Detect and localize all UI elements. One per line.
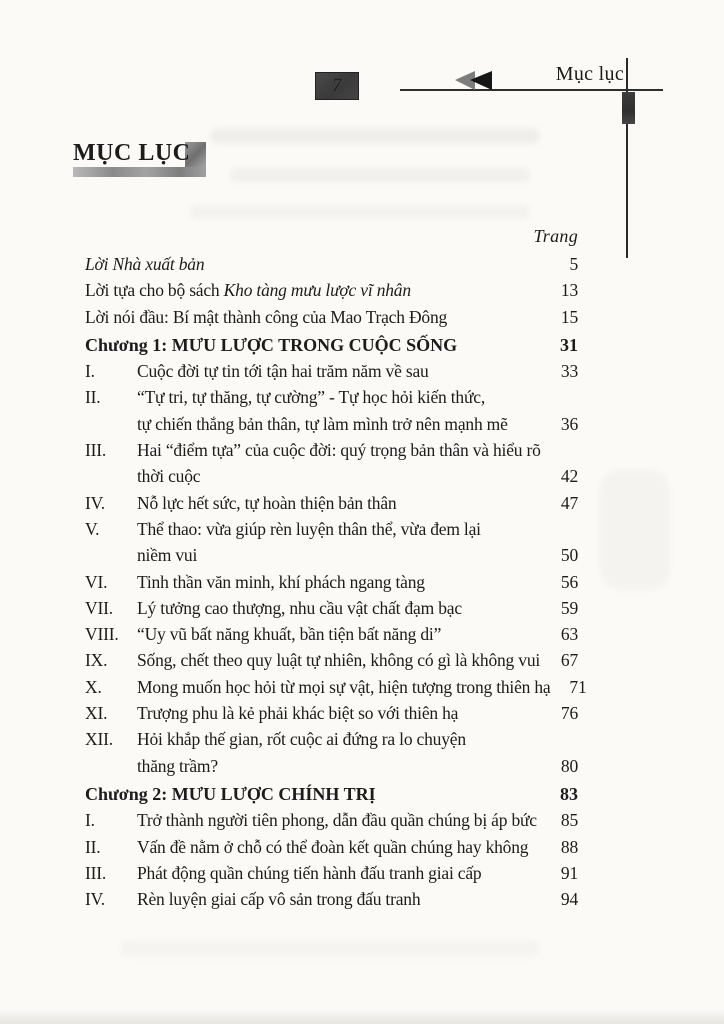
entry-title: Trượng phu là kẻ phải khác biệt so với thiên hạ — [137, 703, 459, 724]
toc-row — [85, 251, 578, 277]
toc-row — [85, 860, 578, 886]
entry-title: Trở thành người tiên phong, dẫn đầu quần chúng bị áp bức — [137, 810, 537, 831]
entry-page-number: 67 — [560, 650, 578, 671]
entry-title: Mong muốn học hỏi từ mọi sự vật, hiện tượng trong thiên hạ — [137, 676, 551, 697]
entry-title: Lời tựa cho bộ sách Kho tàng mưu lược vĩ nhân — [85, 280, 411, 301]
scan-artifact — [600, 470, 670, 590]
toc-row — [85, 437, 578, 463]
entry-page-number: 94 — [560, 889, 578, 910]
double-left-arrow-icon — [455, 71, 501, 91]
toc-row — [85, 304, 578, 330]
entry-page-number: 47 — [560, 492, 578, 513]
toc-row — [85, 358, 578, 384]
toc-row — [85, 384, 578, 410]
item-numeral: VI. — [85, 571, 108, 592]
entry-title: Vấn đề nằm ở chỗ có thể đoàn kết quần chúng hay không — [137, 836, 529, 857]
item-numeral: IV. — [85, 889, 105, 910]
toc-row — [85, 516, 578, 542]
entry-page-number: 59 — [560, 597, 578, 618]
toc-row — [85, 277, 578, 303]
entry-title: Chương 2: MƯU LƯỢC CHÍNH TRỊ — [85, 783, 376, 804]
entry-page-number: 15 — [560, 306, 578, 327]
item-numeral: III. — [85, 862, 107, 883]
entry-page-number: 56 — [560, 571, 578, 592]
entry-title: thời cuộc — [137, 466, 201, 487]
toc-row — [85, 463, 578, 489]
toc-row — [85, 647, 578, 673]
page-title: MỤC LỤC — [73, 140, 191, 166]
item-numeral: I. — [85, 361, 95, 382]
toc-row — [85, 332, 578, 358]
toc-row — [85, 834, 578, 860]
entry-title: Rèn luyện giai cấp vô sản trong đấu tranh — [137, 889, 421, 910]
item-numeral: VII. — [85, 597, 113, 618]
entry-title: Lý tưởng cao thượng, nhu cầu vật chất đạm bạc — [137, 597, 462, 618]
entry-title: Hai “điểm tựa” của cuộc đời: quý trọng bản thân và hiểu rõ — [137, 440, 541, 461]
item-numeral: II. — [85, 836, 101, 857]
toc-row — [85, 807, 578, 833]
toc-row — [85, 542, 578, 568]
header-rule — [400, 89, 663, 91]
toc-row — [85, 886, 578, 912]
entry-page-number: 42 — [560, 466, 578, 487]
entry-title: Lời Nhà xuất bản — [85, 254, 205, 274]
toc-row — [85, 726, 578, 752]
item-numeral: V. — [85, 518, 100, 539]
item-numeral: I. — [85, 810, 95, 831]
item-numeral: III. — [85, 440, 107, 461]
entry-page-number: 33 — [560, 361, 578, 382]
item-numeral: XI. — [85, 703, 108, 724]
entry-title: Chương 1: MƯU LƯỢC TRONG CUỘC SỐNG — [85, 334, 458, 355]
entry-title: thăng trầm? — [137, 755, 218, 776]
item-numeral: XII. — [85, 729, 113, 750]
toc-row — [85, 621, 578, 647]
item-numeral: VIII. — [85, 624, 119, 645]
entry-page-number: 88 — [560, 836, 578, 857]
header-rule-block — [622, 92, 635, 124]
entry-page-number: 36 — [560, 413, 578, 434]
toc-row — [85, 753, 578, 779]
entry-title: “Tự tri, tự thăng, tự cường” - Tự học hỏi kiến thức, — [137, 387, 485, 408]
entry-page-number: 63 — [560, 624, 578, 645]
entry-title: niềm vui — [137, 545, 198, 566]
page-bottom-shade — [0, 1008, 724, 1024]
entry-title: Nỗ lực hết sức, tự hoàn thiện bản thân — [137, 492, 397, 513]
item-numeral: IV. — [85, 492, 105, 513]
entry-title: Sống, chết theo quy luật tự nhiên, không có gì là không vui — [137, 650, 541, 671]
entry-page-number: 50 — [560, 545, 578, 566]
entry-title: Tinh thần văn minh, khí phách ngang tàng — [137, 571, 425, 592]
toc-row — [85, 411, 578, 437]
page-title-block — [73, 136, 293, 186]
entry-page-number: 85 — [560, 810, 578, 831]
toc-row — [85, 569, 578, 595]
toc-row — [85, 700, 578, 726]
page-column-header: Trang — [533, 226, 578, 246]
page-number-box — [315, 72, 359, 100]
entry-page-number: 83 — [560, 783, 578, 804]
entry-page-number: 91 — [560, 862, 578, 883]
item-numeral: II. — [85, 387, 101, 408]
entry-page-number: 5 — [569, 254, 578, 274]
toc-row — [85, 490, 578, 516]
entry-page-number: 71 — [569, 676, 587, 697]
toc-row — [85, 674, 587, 700]
scan-artifact — [120, 940, 540, 958]
entry-title: Phát động quần chúng tiến hành đấu tranh giai cấp — [137, 862, 482, 883]
running-header-title: Mục lục — [555, 63, 624, 85]
left-arrow-icon — [470, 71, 492, 90]
toc-row — [85, 595, 578, 621]
entry-page-number: 13 — [560, 280, 578, 301]
entry-title: “Uy vũ bất năng khuất, bần tiện bất năng di” — [137, 624, 442, 645]
entry-page-number: 76 — [560, 703, 578, 724]
header-vertical-rule — [626, 58, 628, 258]
entry-title: Lời nói đầu: Bí mật thành công của Mao Trạch Đông — [85, 306, 448, 327]
item-numeral: X. — [85, 676, 102, 697]
item-numeral: IX. — [85, 650, 108, 671]
page-number: 7 — [332, 75, 342, 96]
toc-rows — [85, 251, 587, 912]
entry-page-number: 80 — [560, 755, 578, 776]
entry-title: Cuộc đời tự tin tới tận hai trăm năm về sau — [137, 361, 429, 382]
entry-title: Thể thao: vừa giúp rèn luyện thân thể, vừa đem lại — [137, 518, 481, 539]
entry-page-number: 31 — [560, 334, 578, 355]
toc-row — [85, 781, 578, 807]
scan-artifact — [190, 205, 530, 219]
entry-title: tự chiến thắng bản thân, tự làm mình trở nên mạnh mẽ — [137, 413, 508, 434]
entry-title: Hỏi khắp thế gian, rốt cuộc ai đứng ra lo chuyện — [137, 729, 466, 750]
